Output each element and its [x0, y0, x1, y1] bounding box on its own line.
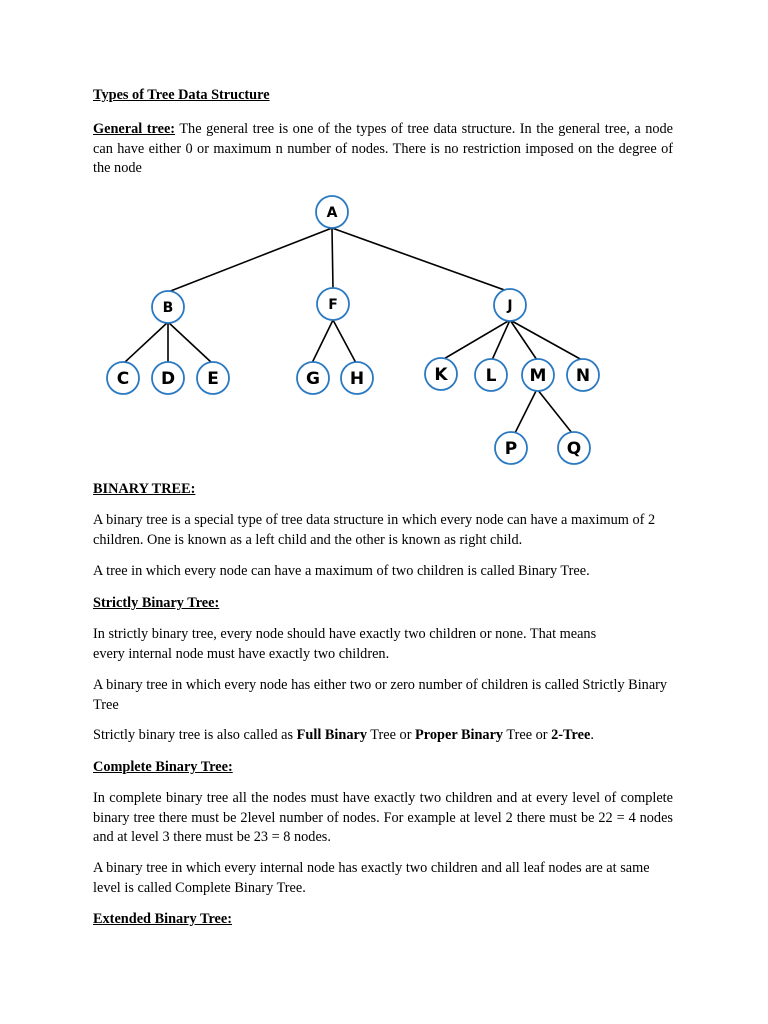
general-tree-text: The general tree is one of the types of tree data structure. In the general tree, a node can have either 0 or maximum n number of nodes. There is no restriction imposed on the degree of the node [93, 121, 673, 176]
binary-tree-paragraph-1: A binary tree is a special type of tree data structure in which every node can have a maximum of 2 children. One is known as a left child and the other is known as right child. [93, 512, 656, 548]
node-K [425, 358, 457, 390]
node-Q [558, 432, 590, 464]
strictly-p3-text-e: Tree or [503, 727, 552, 743]
node-D [152, 362, 184, 394]
general-tree-diagram [100, 193, 600, 468]
node-N [567, 359, 599, 391]
document-body [93, 86, 673, 106]
node-label-A: A [326, 205, 338, 221]
node-label-D: D [160, 369, 176, 389]
page-title: Types of Tree Data Structure [93, 87, 270, 103]
binary-tree-heading: BINARY TREE: [93, 481, 196, 497]
node-B [152, 291, 184, 323]
strictly-p3-text-a: Strictly binary tree is also called as [93, 727, 297, 743]
node-label-J: J [507, 298, 513, 314]
complete-binary-paragraph-1: In complete binary tree all the nodes must have exactly two children and at every level of complete binary tree there must be 2level number of nodes. For example at level 2 there must be 22 = 4 nodes and at level 3 there must be 23 = 8 nodes. [93, 790, 673, 845]
node-A [316, 196, 348, 228]
general-tree-paragraph [93, 120, 673, 179]
node-label-C: C [116, 369, 130, 389]
node-label-Q: Q [566, 439, 582, 459]
strictly-p1-line2: every internal node must have exactly two children. [93, 645, 390, 662]
strictly-p3-text-c: Tree or [366, 727, 416, 743]
node-label-P: P [504, 439, 518, 459]
node-F [317, 288, 349, 320]
node-G [297, 362, 329, 394]
complete-binary-paragraph-2: A binary tree in which every internal node has exactly two children and all leaf nodes are at same level is called Complete Binary Tree. [93, 860, 650, 896]
node-label-G: G [306, 369, 320, 389]
full-binary-term: Full Binary [296, 727, 367, 743]
proper-binary-term: Proper Binary [415, 727, 504, 743]
node-label-M: M [529, 366, 547, 386]
binary-tree-paragraph-2: A tree in which every node can have a maximum of two children is called Binary Tree. [93, 563, 590, 579]
strictly-binary-paragraph-1 [93, 625, 673, 664]
node-J [494, 289, 526, 321]
node-label-H: H [349, 369, 365, 389]
node-M [522, 359, 554, 391]
node-label-F: F [328, 297, 338, 313]
general-tree-lead: General tree: [93, 121, 176, 137]
strictly-binary-paragraph-3 [93, 726, 673, 746]
complete-binary-heading: Complete Binary Tree: [93, 759, 233, 775]
strictly-p1-line1: In strictly binary tree, every node should have exactly two children or none. That means [93, 626, 597, 642]
node-label-L: L [485, 366, 497, 386]
node-C [107, 362, 139, 394]
tree-edges [124, 228, 582, 433]
node-label-B: B [162, 300, 174, 316]
node-H [341, 362, 373, 394]
two-tree-term: 2-Tree [551, 727, 591, 743]
node-label-K: K [434, 365, 448, 385]
strictly-binary-heading: Strictly Binary Tree: [93, 595, 220, 611]
node-label-N: N [575, 366, 591, 386]
node-L [475, 359, 507, 391]
node-label-E: E [207, 369, 219, 389]
extended-binary-heading: Extended Binary Tree: [93, 911, 232, 927]
strictly-binary-paragraph-2: A binary tree in which every node has either two or zero number of children is called Strictly Binary Tree [93, 677, 668, 713]
node-E [197, 362, 229, 394]
strictly-p3-text-g: . [590, 727, 594, 743]
node-P [495, 432, 527, 464]
